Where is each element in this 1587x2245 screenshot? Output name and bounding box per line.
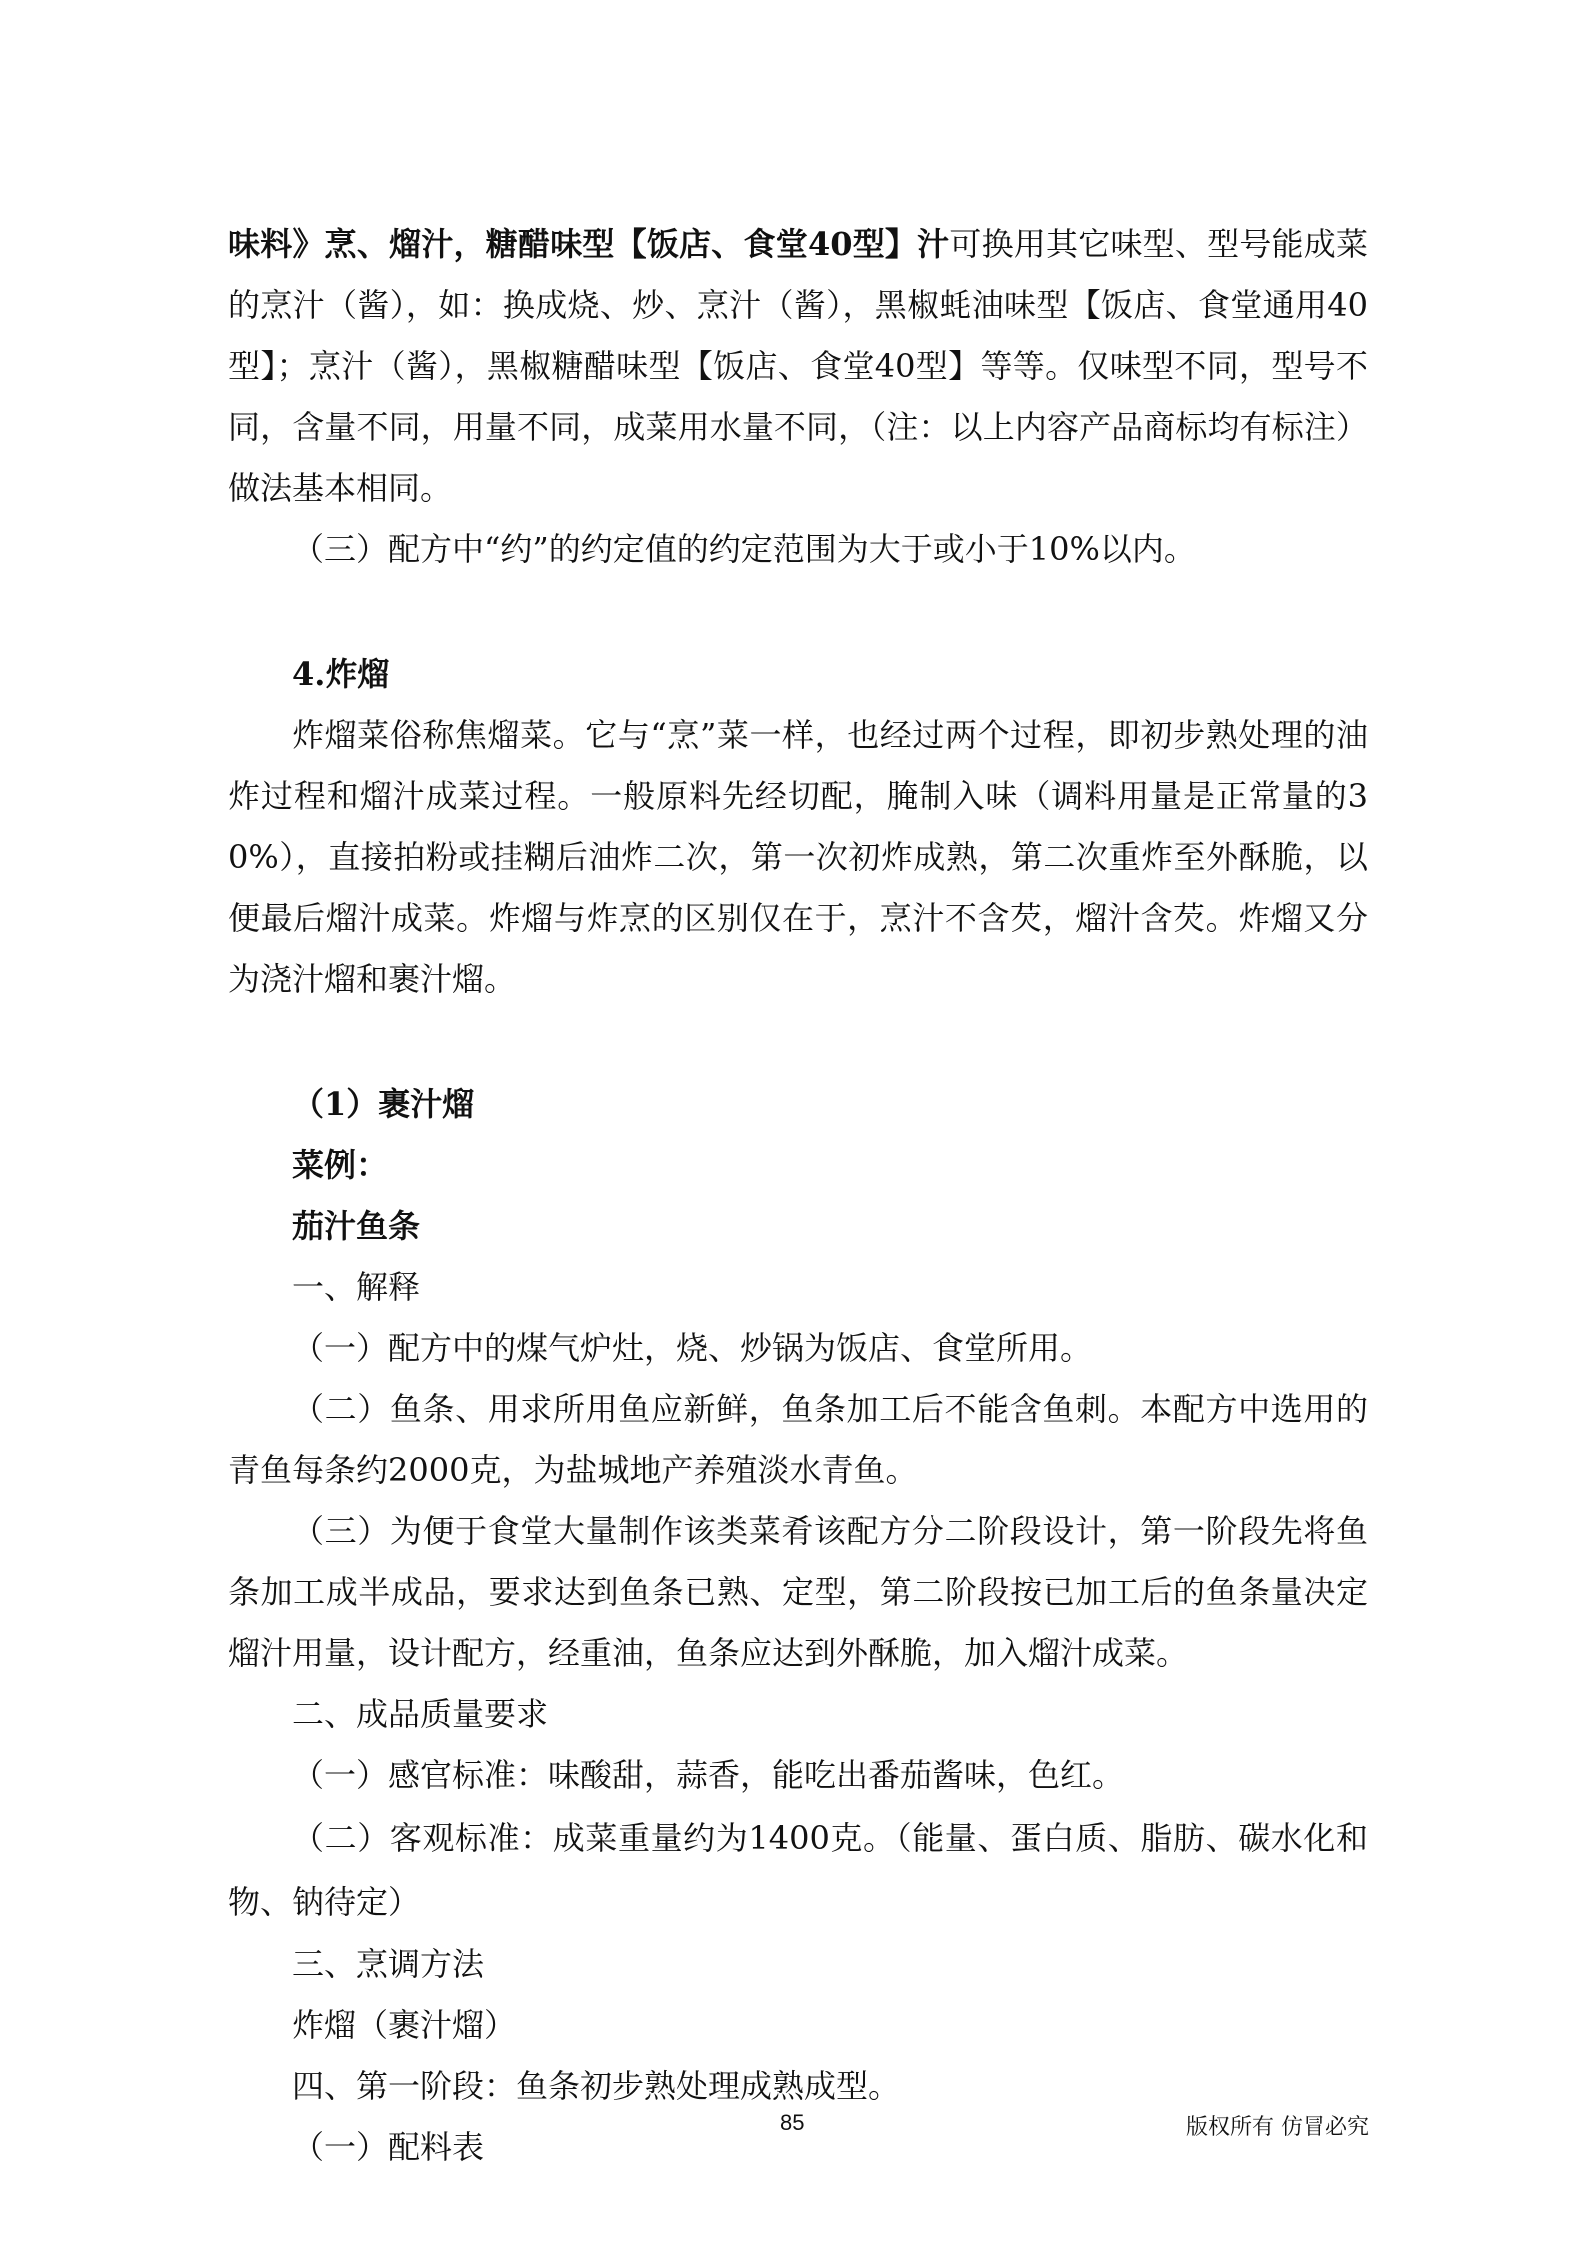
explain-item-1: （一）配方中的煤气炉灶，烧、炒锅为饭店、食堂所用。: [292, 1329, 1093, 1367]
explain-item-3: （三）为便于食堂大量制作该类菜肴该配方分二阶段设计，第一阶段先将鱼条加工成半成品，要求达到鱼条已熟、定型，第二阶段按已加工后的鱼条量决定熘汁用量，设计配方，经重油，鱼条应达到外酥脆，加入熘汁成菜。: [228, 1512, 1368, 1672]
page-number: 85: [780, 2110, 805, 2135]
dish-name: 茄汁鱼条: [292, 1207, 421, 1245]
intro-bold-lead: 味料》烹、熘汁，糖醋味型【饭店、食堂40型】汁: [228, 225, 950, 263]
explain-item-2: （二）鱼条、用求所用鱼应新鲜，鱼条加工后不能含鱼刺。本配方中选用的青鱼每条约2000克，为盐城地产养殖淡水青鱼。: [228, 1390, 1368, 1489]
example-label: 菜例：: [292, 1146, 389, 1184]
sub-heading: （1）裹汁熘: [292, 1085, 475, 1123]
copyright-notice: 版权所有 仿冒必究: [1186, 2115, 1369, 2140]
explain-title: 一、解释: [292, 1268, 421, 1306]
quality-item-2: （二）客观标准：成菜重量约为1400克。（能量、蛋白质、脂肪、碳水化和物、钠待定）: [228, 1819, 1368, 1921]
note-3: （三）配方中“约”的约定值的约定范围为大于或小于10%以内。: [292, 530, 1196, 568]
quality-title: 二、成品质量要求: [292, 1695, 549, 1733]
section-heading: 4.炸熘: [292, 655, 390, 693]
method-value: 炸熘（裹汁熘）: [292, 2006, 517, 2044]
quality-item-1: （一）感官标准：味酸甜，蒜香，能吃出番茄酱味，色红。: [292, 1756, 1125, 1794]
section-paragraph: 炸熘菜俗称焦熘菜。它与“烹”菜一样，也经过两个过程，即初步熟处理的油炸过程和熘汁成菜过程。一般原料先经切配，腌制入味（调料用量是正常量的30%），直接拍粉或挂糊后油炸二次，第一次初炸成熟，第二次重炸至外酥脆，以便最后熘汁成菜。炸熘与炸烹的区别仅在于，烹汁不含芡，熘汁含芡。炸熘又分为浇汁熘和裹汁熘。: [228, 716, 1368, 998]
page-footer: [0, 2110, 1587, 2150]
intro-paragraph: [228, 214, 1368, 519]
page-body: [228, 214, 1368, 2178]
intro-rest: 可换用其它味型、型号能成菜的烹汁（酱），如：换成烧、炒、烹汁（酱），黑椒蚝油味型【饭店、食堂通用40型】；烹汁（酱），黑椒糖醋味型【饭店、食堂40型】等等。仅味型不同，型号不同，含量不同，用量不同，成菜用水量不同，（注：以上内容产品商标均有标注）做法基本相同。: [228, 225, 1368, 507]
stage1-subtitle: （一）配料表: [292, 2128, 485, 2166]
method-title: 三、烹调方法: [292, 1945, 485, 1983]
stage1-title: 四、第一阶段：鱼条初步熟处理成熟成型。: [292, 2067, 901, 2105]
